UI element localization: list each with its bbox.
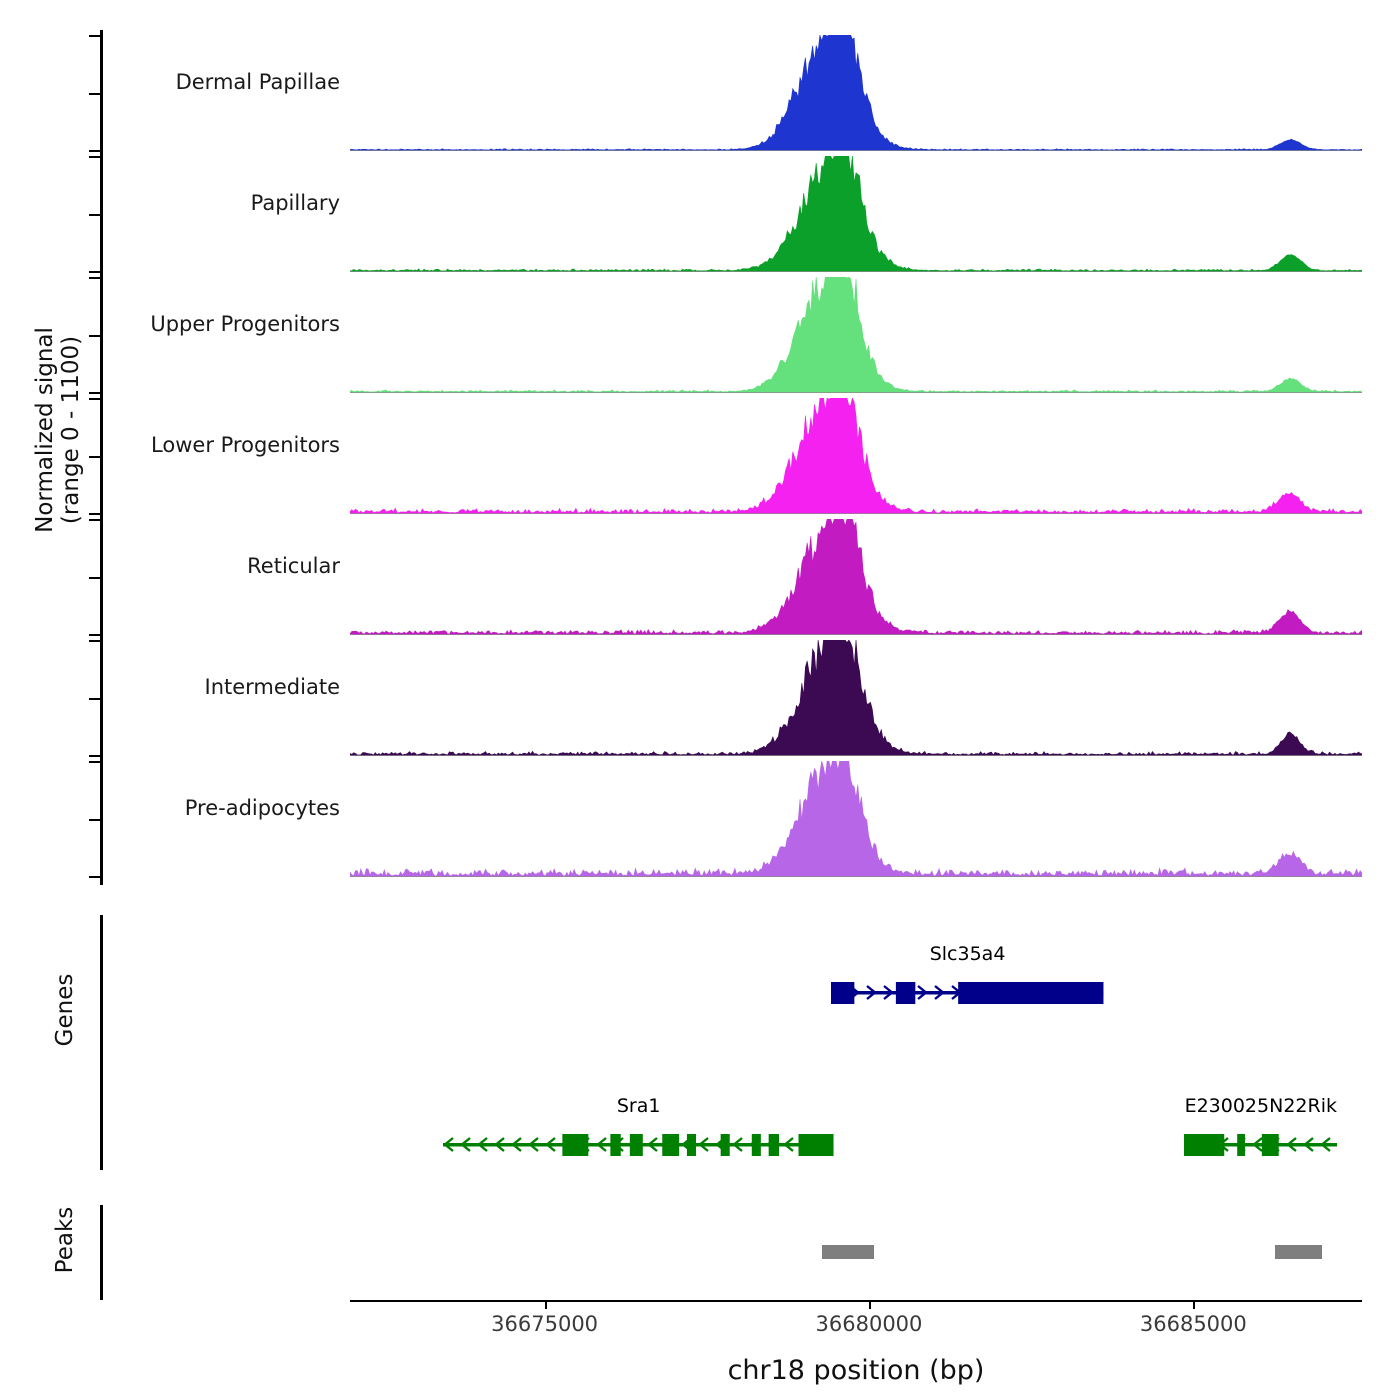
x-tick-label: 36675000 (491, 1312, 599, 1336)
gene-label-sra1: Sra1 (616, 1095, 661, 1117)
signal-area-5 (350, 640, 1362, 757)
y-tick (89, 335, 100, 337)
track-label-dermal-papillae: Dermal Papillae (175, 70, 340, 94)
signal-area-0 (350, 35, 1362, 152)
y-tick (89, 819, 100, 821)
gene-model-e230025n22rik (1184, 1127, 1337, 1163)
y-tick (89, 392, 100, 394)
y-tick (89, 398, 100, 400)
genes-axis-title (52, 910, 78, 1110)
y-tick (89, 35, 100, 37)
y-tick (89, 519, 100, 521)
x-axis-title: chr18 position (bp) (727, 1355, 985, 1386)
track-label-reticular: Reticular (247, 554, 340, 578)
x-tick-label: 36680000 (815, 1312, 923, 1336)
track-label-pre-adipocytes: Pre-adipocytes (184, 796, 340, 820)
y-tick (89, 698, 100, 700)
peak-region-1 (1275, 1245, 1322, 1259)
track-label-upper-progenitors: Upper Progenitors (150, 312, 340, 336)
genes-axis-spine (100, 915, 103, 1170)
y-tick (89, 513, 100, 515)
signal-area-4 (350, 519, 1362, 636)
y-tick (89, 271, 100, 273)
y-tick (89, 640, 100, 642)
y-tick (89, 456, 100, 458)
genes-axis-title-text: Genes (52, 973, 78, 1047)
signal-axis-spine (100, 30, 103, 885)
y-tick (89, 93, 100, 95)
track-label-intermediate: Intermediate (204, 675, 340, 699)
y-axis-title-line2: (range 0 - 1100) (58, 335, 84, 525)
signal-area-1 (350, 156, 1362, 273)
peaks-axis-title-text: Peaks (52, 1206, 78, 1274)
track-label-lower-progenitors: Lower Progenitors (151, 433, 340, 457)
x-tick (869, 1302, 871, 1309)
signal-area-6 (350, 761, 1362, 878)
y-tick (89, 150, 100, 152)
signal-area-2 (350, 277, 1362, 394)
y-tick (89, 755, 100, 757)
y-tick (89, 634, 100, 636)
gene-model-sra1 (443, 1127, 834, 1163)
peak-region-0 (822, 1245, 875, 1259)
y-axis-title-line1: Normalized signal (32, 327, 58, 533)
gene-label-slc35a4: Slc35a4 (929, 943, 1006, 965)
y-tick (89, 277, 100, 279)
y-tick (89, 156, 100, 158)
y-axis-title (32, 220, 84, 640)
y-tick (89, 876, 100, 878)
y-tick (89, 761, 100, 763)
signal-area-3 (350, 398, 1362, 515)
peaks-axis-title (52, 1180, 78, 1300)
gene-label-e230025n22rik: E230025N22Rik (1184, 1095, 1337, 1117)
x-tick (1193, 1302, 1195, 1309)
track-label-papillary: Papillary (250, 191, 340, 215)
x-tick-label: 36685000 (1139, 1312, 1247, 1336)
y-tick (89, 214, 100, 216)
peaks-axis-spine (100, 1205, 103, 1300)
y-tick (89, 577, 100, 579)
x-axis-line (350, 1300, 1362, 1302)
x-tick (545, 1302, 547, 1309)
gene-model-slc35a4 (831, 975, 1103, 1011)
